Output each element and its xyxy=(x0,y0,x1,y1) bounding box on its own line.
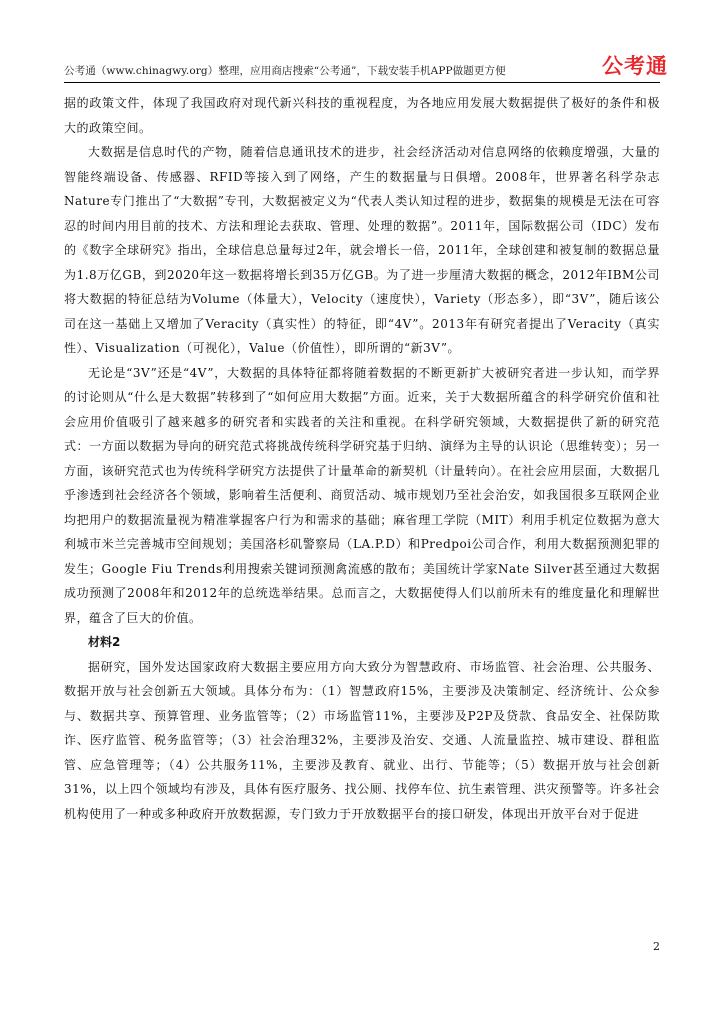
gongkaotong-logo: 公考通 xyxy=(602,54,668,78)
page-number: 2 xyxy=(653,940,660,953)
document-body xyxy=(64,91,660,826)
section-heading-material-2: 材料2 xyxy=(88,635,121,649)
header-divider xyxy=(64,82,660,83)
paragraph-government-big-data: 据研究，国外发达国家政府大数据主要应用方向大致分为智慧政府、市场监管、社会治理、公共服务、数据开放与社会创新五大领域。具体分布为：（1）智慧政府15%，主要涉及决策制定、经济统计、公众参与、数据共享、预算管理、业务监管等；（2）市场监管11%，主要涉及P2P及贷款、食品安全、社保防欺诈、医疗监管、税务监管等；（3）社会治理32%，主要涉及治安、交通、人流量监控、城市建设、群租监管、应急管理等；（4）公共服务11%，主要涉及教育、就业、出行、节能等；（5）数据开放与社会创新31%，以上四个领域均有涉及，具体有医疗服务、找公厕、找停车位、抗生素管理、洪灾预警等。许多社会机构使用了一种或多种政府开放数据源，专门致力于开放数据平台的接口研发，体现出开放平台对于促进 xyxy=(64,659,660,821)
paragraph-big-data-application: 无论是“3V”还是“4V”，大数据的具体特征都将随着数据的不断更新扩大被研究者进一步认知，而学界的讨论则从“什么是大数据”转移到了“如何应用大数据”方面。近来，关于大数据所蕴含的科学研究价值和社会应用价值吸引了越来越多的研究者和实践者的关注和重视。在科学研究领域，大数据提供了新的研究范式：一方面以数据为导向的研究范式将挑战传统科学研究基于归纳、演绎为主导的认识论（思维转变）；另一方面，该研究范式也为传统科学研究方法提供了计量革命的新契机（计量转向）。在社会应用层面，大数据几乎渗透到社会经济各个领域，影响着生活便利、商贸活动、城市规划乃至社会治安，如我国很多互联网企业均把用户的数据流量视为精准掌握客户行为和需求的基础；麻省理工学院（MIT）利用手机定位数据为意大利城市米兰完善城市空间规划；美国洛杉矶警察局（LA.P.D）和Predpoi公司合作，利用大数据预测犯罪的发生；Google Fiu Trends利用搜索关键词预测禽流感的散布；美国统计学家Nate Silver甚至通过大数据成功预测了2008年和2012年的总统选举结果。总而言之，大数据使得人们以前所未有的维度量化和理解世界，蕴含了巨大的价值。 xyxy=(64,365,660,625)
paragraph-big-data-definition: 大数据是信息时代的产物，随着信息通讯技术的进步，社会经济活动对信息网络的依赖度增强，大量的智能终端设备、传感器、RFID等接入到了网络，产生的数据量与日俱增。2008年，世界著名科学杂志Nature专门推出了“大数据”专刊，大数据被定义为“代表人类认知过程的进步，数据集的规模是无法在可容忍的时间内用目前的技术、方法和理论去获取、管理、处理的数据”。2011年，国际数据公司（IDC）发布的《数字全球研究》指出，全球信息总量每过2年，就会增长一倍，2011年，全球创建和被复制的数据总量为1.8万亿GB，到2020年这一数据将增长到35万亿GB。为了进一步厘清大数据的概念，2012年IBM公司将大数据的特征总结为Volume（体量大），Velocity（速度快），Variety（形态多），即“3V”，随后该公司在这一基础上又增加了Veracity（真实性）的特征，即“4V”。2013年有研究者提出了Veracity（真实性）、Visualization（可视化），Value（价值性），即所谓的“新3V”。 xyxy=(64,145,660,355)
page-header xyxy=(64,50,668,84)
paragraph-policy-continuation: 据的政策文件，体现了我国政府对现代新兴科技的重视程度，为各地应用发展大数据提供了极好的条件和极大的政策空间。 xyxy=(64,96,660,135)
header-text: 公考通（www.chinagwy.org）整理，应用商店搜索“公考通”，下载安装手机APP做题更方便 xyxy=(64,65,506,77)
